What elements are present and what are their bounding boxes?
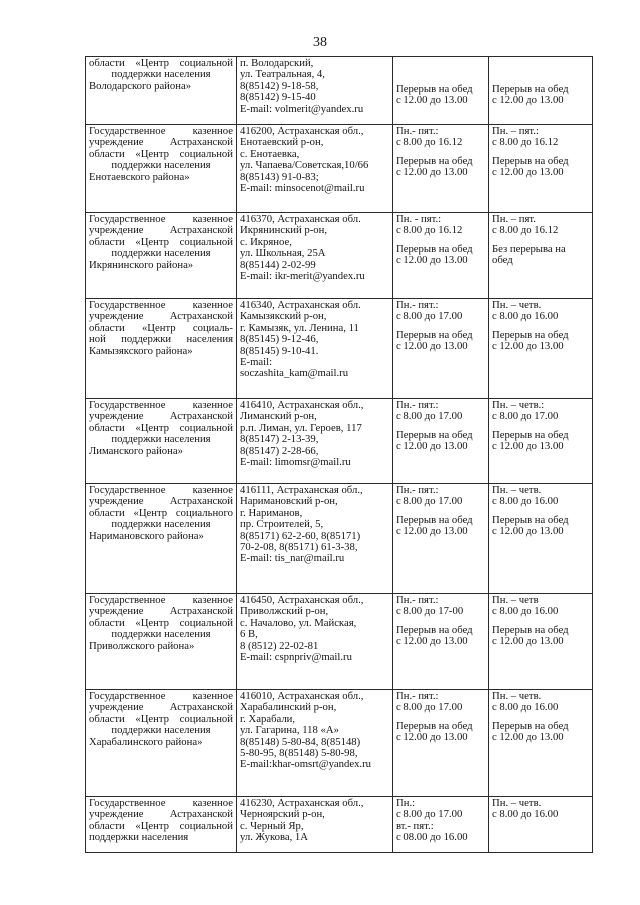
hours-line: Перерыв на обед	[492, 719, 569, 732]
institutions-table-body	[86, 57, 593, 853]
hours-line: Пн.- пят.:	[396, 399, 439, 411]
hours-cell-secondary	[489, 484, 593, 594]
hours-cell-primary	[393, 484, 489, 594]
address-cell	[237, 594, 393, 690]
address-line: р.п. Лиман, ул. Героев, 117	[240, 421, 362, 434]
spacer	[492, 58, 589, 71]
hours-cell-primary	[393, 399, 489, 484]
institution-name-cell	[86, 594, 237, 690]
institution-row	[86, 125, 593, 213]
institution-name-line: Государственное казенное	[89, 299, 233, 311]
hours-line: вт.- пят.:	[396, 819, 434, 832]
institution-name-line: Икрянинского района»	[89, 258, 194, 271]
institution-name-line: поддержки населения	[111, 68, 211, 81]
institution-row	[86, 399, 593, 484]
address-line: 416230, Астраханская обл.,	[240, 797, 364, 809]
hours-line: Пн. – четв.	[492, 690, 542, 702]
institution-row	[86, 484, 593, 594]
hours-cell-primary	[393, 594, 489, 690]
address-line: ул. Театральная, 4,	[240, 68, 325, 81]
hours-line: с 8.00 до 17.00	[396, 410, 463, 423]
address-cell	[237, 399, 393, 484]
institution-name-line: Володарского района»	[89, 79, 192, 92]
address-cell	[237, 797, 393, 853]
hours-line: Пн.- пят.:	[396, 594, 439, 606]
address-line: E-mail: volmerit@yandex.ru	[240, 102, 364, 115]
hours-line: с 12.00 до 13.00	[492, 440, 564, 453]
address-line: 8(85145) 9-12-46,	[240, 333, 319, 346]
address-line: 416010, Астраханская обл.,	[240, 690, 364, 702]
hours-line: с 12.00 до 13.00	[492, 635, 564, 648]
institution-name-line: учреждение Астраханской	[89, 136, 233, 149]
address-cell	[237, 57, 393, 125]
address-line: 416340, Астраханская обл.	[240, 299, 361, 311]
hours-line: Пн. - пят.:	[396, 213, 442, 225]
hours-line: с 12.00 до 13.00	[492, 94, 564, 107]
institution-name-line: поддержки населения	[111, 628, 211, 641]
institution-name-line: Государственное казенное	[89, 594, 233, 606]
hours-line: Перерыв на обед	[492, 428, 569, 441]
address-line: пр. Строителей, 5,	[240, 518, 324, 531]
address-line: ул. Чапаева/Советская,10/66	[240, 159, 369, 172]
address-line: Харабалинский р-он,	[240, 701, 337, 714]
address-line: 8(85145) 9-10-41.	[240, 344, 319, 357]
institution-name-line: Государственное казенное	[89, 484, 233, 496]
institution-name-line: учреждение Астраханской	[89, 701, 233, 714]
hours-line: Пн. – четв	[492, 594, 539, 606]
institution-name-line: Государственное казенное	[89, 213, 233, 225]
institution-name-cell	[86, 399, 237, 484]
institution-name-line: Енотаевского района»	[89, 170, 190, 183]
institution-name-line: области «Центр социальной	[89, 421, 233, 434]
institution-name-line: поддержки населения	[111, 247, 211, 260]
hours-line: с 12.00 до 13.00	[396, 731, 468, 744]
hours-line: Перерыв на обед	[492, 623, 569, 636]
address-line: E-mail: cspnpriv@mail.ru	[240, 651, 352, 664]
hours-line: Перерыв на обед	[492, 328, 569, 341]
institution-name-line: учреждение Астраханской	[89, 410, 233, 423]
hours-line: Перерыв на обед	[492, 83, 569, 95]
hours-line: с 12.00 до 13.00	[396, 254, 468, 267]
spacer	[396, 58, 485, 71]
address-line: Икрянинский р-он,	[240, 224, 328, 237]
address-line: г. Камызяк, ул. Ленина, 11	[240, 321, 359, 334]
hours-line: Перерыв на обед	[396, 719, 473, 732]
hours-cell-secondary	[489, 213, 593, 299]
hours-line: Перерыв на обед	[396, 154, 473, 167]
institution-name-line: Лиманского района»	[89, 444, 183, 457]
address-line: г. Нариманов,	[240, 506, 303, 519]
hours-line: с 8.00 до 17.00	[492, 410, 559, 423]
hours-line: с 12.00 до 13.00	[396, 440, 468, 453]
hours-cell-primary	[393, 57, 489, 125]
hours-line: с 12.00 до 13.00	[396, 635, 468, 648]
hours-line: Перерыв на обед	[492, 154, 569, 167]
hours-line: Перерыв на обед	[396, 513, 473, 526]
address-line: E-mail:	[240, 356, 273, 369]
address-cell	[237, 213, 393, 299]
hours-line: с 8.00 до 17.00	[396, 701, 463, 714]
hours-line: Перерыв на обед	[492, 513, 569, 526]
hours-line: Перерыв на обед	[396, 428, 473, 441]
hours-line: с 8.00 до 16.12	[396, 224, 463, 237]
hours-line: Пн. – пят.	[492, 213, 536, 225]
institution-name-line: Наримановского района»	[89, 529, 204, 542]
address-line: 8(85142) 9-15-40	[240, 91, 316, 104]
hours-line: с 8.00 до 17-00	[396, 605, 464, 618]
institution-name-cell	[86, 484, 237, 594]
hours-cell-primary	[393, 213, 489, 299]
hours-line: Без перерыва на	[492, 242, 566, 255]
institution-name-line: Государственное казенное	[89, 399, 233, 411]
institution-name-line: области «Центр социальной	[89, 57, 233, 69]
hours-line: с 8.00 до 16.00	[492, 495, 559, 508]
hours-cell-primary	[393, 125, 489, 213]
address-line: soczashita_kam@mail.ru	[240, 367, 349, 380]
address-line: Наримановский р-он,	[240, 495, 338, 508]
address-line: E-mail:khar-omsrt@yandex.ru	[240, 758, 372, 771]
institution-name-line: области «Центр социальной	[89, 616, 233, 629]
hours-cell-primary	[393, 797, 489, 853]
address-line: 8(85147) 2-13-39,	[240, 433, 319, 446]
institution-name-line: учреждение Астраханской	[89, 808, 233, 821]
institutions-table	[85, 56, 593, 853]
address-line: Енотаевский р-он,	[240, 136, 324, 149]
address-line: 8(85171) 62-2-60, 8(85171)	[240, 529, 361, 542]
page-number: 38	[313, 35, 327, 50]
hours-line: с 8.00 до 17.00	[396, 495, 463, 508]
address-line: ул. Жукова, 1А	[240, 831, 308, 844]
hours-line: с 12.00 до 13.00	[396, 94, 468, 107]
address-line: 416111, Астраханская обл.,	[240, 484, 363, 496]
institution-name-line: поддержки населения	[111, 518, 211, 531]
institution-name-line: учреждение Астраханской	[89, 605, 233, 618]
institution-name-line: области «Центр социального	[89, 506, 233, 519]
address-line: с. Икряное,	[240, 235, 292, 248]
institution-name-line: области «Центр социальной	[89, 235, 233, 248]
institution-name-line: учреждение Астраханской	[89, 495, 233, 508]
hours-line: обед	[492, 254, 513, 267]
hours-cell-secondary	[489, 690, 593, 797]
address-line: Камызякский р-он,	[240, 310, 327, 323]
address-line: E-mail: ikr-merit@yandex.ru	[240, 270, 365, 283]
institution-name-cell	[86, 57, 237, 125]
hours-line: Перерыв на обед	[396, 83, 473, 95]
institution-row	[86, 57, 593, 125]
institution-name-line: Приволжского района»	[89, 639, 195, 652]
address-line: ул. Школьная, 25А	[240, 247, 326, 260]
institution-name-line: ной поддержки населения	[89, 333, 233, 346]
address-line: 5-80-95, 8(85148) 5-80-98,	[240, 747, 358, 760]
hours-line: с 12.00 до 13.00	[492, 525, 564, 538]
hours-line: Пн. – четв.	[492, 484, 542, 496]
hours-cell-secondary	[489, 299, 593, 399]
address-cell	[237, 299, 393, 399]
hours-line: Пн. – четв.:	[492, 399, 545, 411]
institution-name-line: области «Центр социальной	[89, 819, 233, 832]
hours-line: с 8.00 до 17.00	[396, 808, 463, 821]
institution-name-line: учреждение Астраханской	[89, 224, 233, 237]
institution-name-line: Камызякского района»	[89, 344, 193, 357]
institution-name-cell	[86, 797, 237, 853]
address-line: 8 (8512) 22-02-81	[240, 639, 319, 652]
hours-line: с 12.00 до 13.00	[492, 340, 564, 353]
address-line: с. Енотаевка,	[240, 147, 300, 160]
address-line: г. Харабали,	[240, 712, 296, 725]
address-cell	[237, 125, 393, 213]
address-line: Приволжский р-он,	[240, 605, 329, 618]
hours-line: Перерыв на обед	[396, 242, 473, 255]
hours-cell-secondary	[489, 399, 593, 484]
address-line: 8(85147) 2-28-66,	[240, 444, 319, 457]
address-line: 8(85142) 9-18-58,	[240, 79, 319, 92]
address-line: с. Началово, ул. Майская,	[240, 616, 357, 629]
hours-line: с 8.00 до 16.12	[492, 136, 559, 149]
hours-line: с 12.00 до 13.00	[492, 166, 564, 179]
institution-row	[86, 690, 593, 797]
address-line: E-mail: tis_nar@mail.ru	[240, 552, 345, 565]
institution-name-line: учреждение Астраханской	[89, 310, 233, 323]
hours-line: с 08.00 до 16.00	[396, 831, 468, 844]
hours-line: Пн.- пят.:	[396, 125, 439, 137]
institution-name-line: поддержки населения	[89, 831, 189, 844]
address-line: Лиманский р-он,	[240, 410, 317, 423]
address-line: 416370, Астраханская обл.	[240, 213, 361, 225]
institution-name-cell	[86, 213, 237, 299]
address-line: 416200, Астраханская обл.,	[240, 125, 364, 137]
hours-line: с 8.00 до 17.00	[396, 310, 463, 323]
hours-line: Пн.- пят.:	[396, 484, 439, 496]
hours-line: с 12.00 до 13.00	[396, 525, 468, 538]
hours-cell-secondary	[489, 797, 593, 853]
institution-name-cell	[86, 690, 237, 797]
hours-line: Перерыв на обед	[396, 328, 473, 341]
hours-line: Перерыв на обед	[396, 623, 473, 636]
address-line: с. Черный Яр,	[240, 819, 304, 832]
hours-line: с 12.00 до 13.00	[396, 340, 468, 353]
address-line: 8(85144) 2-02-99	[240, 258, 316, 271]
address-line: 70-2-08, 8(85171) 61-3-38,	[240, 541, 358, 554]
hours-line: Пн.:	[396, 797, 416, 809]
address-line: E-mail: minsocenot@mail.ru	[240, 182, 365, 195]
institution-name-line: Государственное казенное	[89, 125, 233, 137]
hours-line: Пн.- пят.:	[396, 690, 439, 702]
hours-cell-secondary	[489, 594, 593, 690]
hours-line: с 8.00 до 16.00	[492, 808, 559, 821]
hours-cell-secondary	[489, 57, 593, 125]
address-line: 8(85143) 91-0-83;	[240, 170, 319, 183]
address-cell	[237, 484, 393, 594]
address-cell	[237, 690, 393, 797]
hours-cell-primary	[393, 299, 489, 399]
institution-row	[86, 299, 593, 399]
institution-name-line: Харабалинского района»	[89, 735, 203, 748]
institution-name-line: области «Центр социальной	[89, 147, 233, 160]
hours-line: Пн. – четв.	[492, 797, 542, 809]
address-line: ул. Гагарина, 118 «А»	[240, 724, 339, 737]
institution-name-line: поддержки населения	[111, 159, 211, 172]
institution-name-line: области «Центр социаль-	[89, 321, 233, 334]
institution-name-cell	[86, 299, 237, 399]
address-line: 416410, Астраханская обл.,	[240, 399, 364, 411]
institution-name-line: области «Центр социальной	[89, 712, 233, 725]
hours-cell-primary	[393, 690, 489, 797]
institution-row	[86, 797, 593, 853]
hours-line: с 12.00 до 13.00	[492, 731, 564, 744]
hours-line: с 12.00 до 13.00	[396, 166, 468, 179]
institution-name-line: Государственное казенное	[89, 690, 233, 702]
address-line: E-mail: limomsr@mail.ru	[240, 456, 351, 469]
institution-name-cell	[86, 125, 237, 213]
hours-line: Пн. – пят.:	[492, 125, 539, 137]
hours-line: с 8.00 до 16.12	[492, 224, 559, 237]
institution-row	[86, 213, 593, 299]
institution-row	[86, 594, 593, 690]
address-line: 6 В,	[240, 628, 258, 641]
address-line: 416450, Астраханская обл.,	[240, 594, 364, 606]
institution-name-line: Государственное казенное	[89, 797, 233, 809]
address-line: Черноярский р-он,	[240, 808, 325, 821]
address-line: п. Володарский,	[240, 57, 314, 69]
hours-line: с 8.00 до 16.00	[492, 701, 559, 714]
hours-line: Пн. – четв.	[492, 299, 542, 311]
hours-line: с 8.00 до 16.00	[492, 605, 559, 618]
hours-cell-secondary	[489, 125, 593, 213]
institution-name-line: поддержки населения	[111, 724, 211, 737]
hours-line: Пн.- пят.:	[396, 299, 439, 311]
institution-name-line: поддержки населения	[111, 433, 211, 446]
address-line: 8(85148) 5-80-84, 8(85148)	[240, 735, 361, 748]
hours-line: с 8.00 до 16.12	[396, 136, 463, 149]
hours-line: с 8.00 до 16.00	[492, 310, 559, 323]
